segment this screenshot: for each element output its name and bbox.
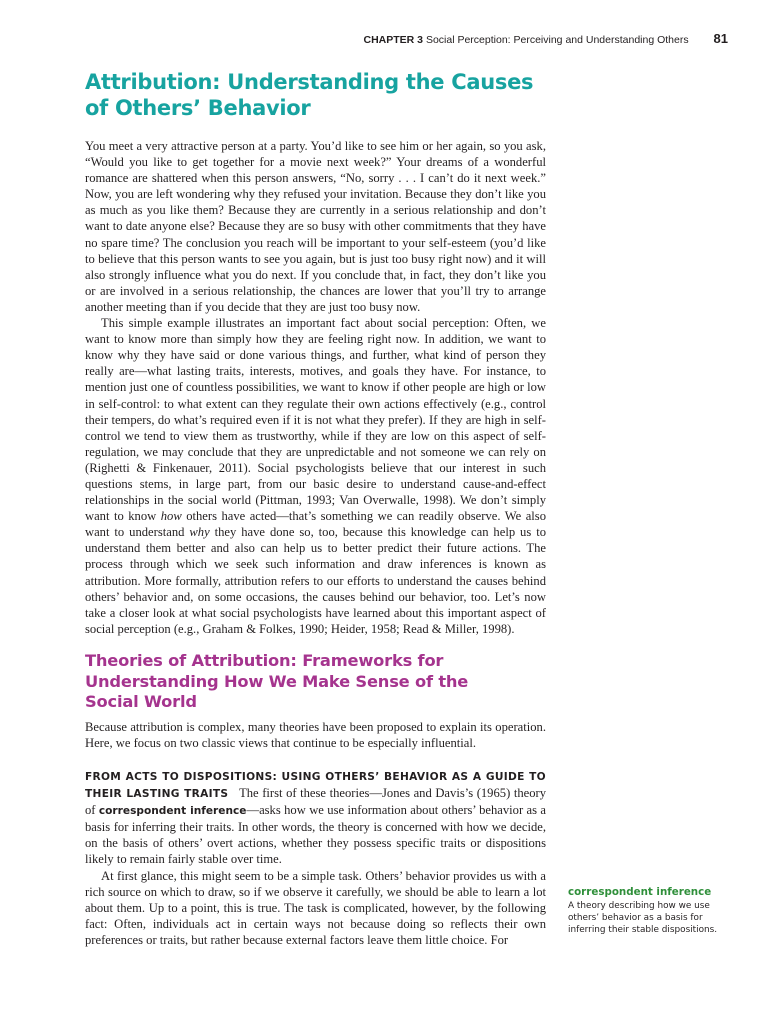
paragraph-correspondent-inference bbox=[85, 768, 546, 868]
paragraph-part: This simple example illustrates an important fact about social perception: Often, we want to know more than simply how they are feeling right now. In addition, we want to know why they have said or done various things, and further, what kind of person they really are—what lasting traits, interests, motives, and goals they have. For instance, to mention just one of countless possibilities, we want to know if other people are high or low in self-control: to what extent can they regulate their own actions effectively (e.g., control their tempers, do what’s required even if it is not what they prefer). If they are high in self-control we tend to view them as trustworthy, while if they are low on this aspect of self-regulation, we may conclude that they are unpredictable and not someone we can rely on (Righetti & Finkenauer, 2011). Social psychologists believe that our interest in such questions stems, in large part, from our basic desire to understand cause-and-effect relationships in the social world (Pittman, 1993; Van Overwalle, 1998). We don’t simply want to know bbox=[85, 316, 546, 524]
chapter-title: Social Perception: Perceiving and Understanding Others bbox=[425, 34, 689, 46]
paragraph-social-perception bbox=[85, 315, 546, 637]
emphasis-how: how bbox=[160, 509, 182, 524]
chapter-label: CHAPTER 3 bbox=[363, 34, 424, 46]
glossary-definition: A theory describing how we use others’ behavior as a basis for inferring their stable dispositions. bbox=[568, 901, 718, 935]
section-body bbox=[85, 138, 546, 637]
subsection-intro: Because attribution is complex, many theories have been proposed to explain its operation. Here, we focus on two classic views that continue to be especially influential. bbox=[85, 720, 546, 751]
margin-glossary bbox=[568, 886, 728, 936]
paragraph-first-glance: At first glance, this might seem to be a simple task. Others’ behavior provides us with a rich source on which to draw, so if we observe it carefully, we should be able to learn a lot about them. Up to a point, this is true. The task is complicated, however, by the following fact: Often, individuals act in certain ways not because doing so reflects their own preferences or traits, but rather because external factors leave them little choice. For bbox=[85, 868, 546, 947]
glossary-term: correspondent inference bbox=[568, 886, 712, 898]
paragraph-part: —asks how we use information about others’ behavior as a basis for inferring their traits. In other words, the theory is concerned with how we decide, on the basis of others’ overt actions, whether they possess specific traits or dispositions likely to remain fairly stable over time. bbox=[85, 803, 546, 867]
paragraph-part: others have acted—that’s something we can readily observe. We also want to understand bbox=[85, 509, 546, 540]
paragraph-part: they have done so, too, because this knowledge can help us to understand them better and also can help us to better predict their future actions. The process through which we seek such information and draw inferences is known as attribution. More formally, attribution refers to our efforts to understand the causes behind others’ behavior and, on some occasions, the causes behind our behavior, too. Let’s now take a closer look at what social psychologists have learned about this important aspect of social perception (e.g., Graham & Folkes, 1990; Heider, 1958; Read & Miller, 1998). bbox=[85, 525, 546, 636]
acts-to-dispositions-block bbox=[85, 768, 546, 948]
section-title: Attribution: Understanding the Causes of Others’ Behavior bbox=[85, 70, 534, 120]
subsection-title: Theories of Attribution: Frameworks for Understanding How We Make Sense of the Social World bbox=[85, 651, 469, 711]
running-head bbox=[128, 31, 728, 46]
runin-heading: FROM ACTS TO DISPOSITIONS: USING OTHERS’ BEHAVIOR AS A GUIDE TO THEIR LASTING TRAITS bbox=[85, 771, 546, 801]
paragraph-part: The first of these theories—Jones and Davis’s (1965) theory of bbox=[85, 786, 547, 818]
emphasis-why: why bbox=[189, 525, 210, 540]
page-number: 81 bbox=[713, 31, 728, 46]
key-term: correspondent inference bbox=[98, 805, 247, 818]
subsection-intro-block bbox=[85, 719, 546, 751]
paragraph-intro: You meet a very attractive person at a party. You’d like to see him or her again, so you ask, “Would you like to get together for a movie next week?” Your dreams of a wonderful romance are shattered when this person answers, “No, sorry . . . I can’t do it next week.” Now, you are left wondering why they refused your invitation. Because they don’t like you as much as you like them? Because they are currently in a serious relationship and don’t want to date anyone else? Because they are so busy with other commitments that they have no spare time? The conclusion you reach will be important to your self-esteem (you’d like to believe that this person wants to see you again, but is just too busy right now) and it will also strongly influence what you do next. If you conclude that, in fact, they don’t like you or are involved in a serious relationship, the chances are lower that you’ll try to arrange another meeting than if you decide that they are just too busy now. bbox=[85, 139, 546, 314]
